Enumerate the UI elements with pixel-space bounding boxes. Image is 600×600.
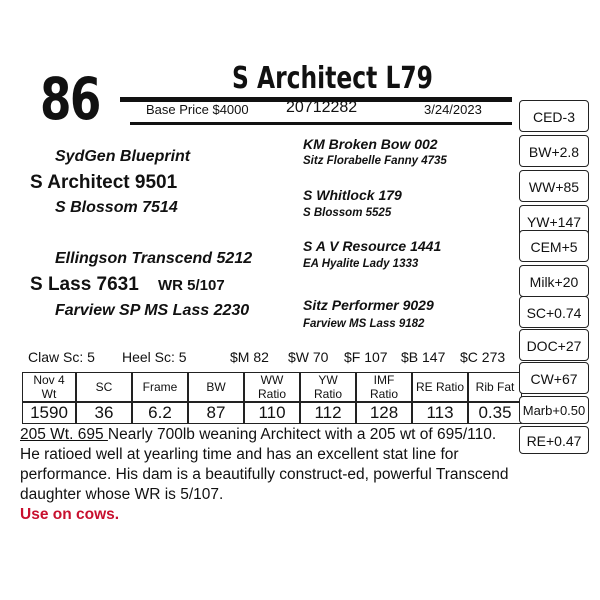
rp-sire-1: KM Broken Bow 002 — [303, 136, 438, 152]
col-header: Nov 4 Wt — [22, 372, 76, 402]
rp-sire-4: Sitz Performer 9029 — [303, 297, 434, 313]
table-cell: 113 — [412, 402, 468, 424]
comment-note: Use on cows. — [20, 506, 120, 523]
col-header: RE Ratio — [412, 372, 468, 402]
lot-number: 86 — [40, 65, 100, 133]
rp-dam-4: Farview MS Lass 9182 — [303, 318, 425, 330]
table-cell: 87 — [188, 402, 244, 424]
epd-marb: Marb+0.50 — [519, 396, 589, 424]
dam: S Lass 7631 — [30, 274, 139, 295]
rp-dam-1: Sitz Florabelle Fanny 4735 — [303, 155, 447, 167]
col-header: YW Ratio — [300, 372, 356, 402]
table-cell: 110 — [244, 402, 300, 424]
col-header: WW Ratio — [244, 372, 300, 402]
birth-date: 3/24/2023 — [424, 102, 482, 117]
bull-name: S Architect L79 — [232, 61, 433, 96]
table-cell: 6.2 — [132, 402, 188, 424]
base-price: Base Price $4000 — [146, 102, 249, 117]
rp-dam-3: EA Hyalite Lady 1333 — [303, 258, 419, 270]
table-cell: 36 — [76, 402, 132, 424]
epd-cw: CW+67 — [519, 362, 589, 394]
rp-dam-2: S Blossom 5525 — [303, 207, 392, 219]
col-header: Frame — [132, 372, 188, 402]
index-m: $M 82 — [230, 349, 269, 365]
index-c: $C 273 — [460, 349, 506, 365]
epd-doc: DOC+27 — [519, 329, 589, 361]
index-w: $W 70 — [288, 349, 329, 365]
sire-dam: S Blossom 7514 — [55, 199, 178, 216]
index-f: $F 107 — [344, 349, 388, 365]
table-header-row — [22, 372, 522, 402]
col-header: Rib Fat — [468, 372, 522, 402]
dam-dam: Farview SP MS Lass 2230 — [55, 302, 250, 319]
sire: S Architect 9501 — [30, 172, 178, 193]
epd-ced: CED-3 — [519, 100, 589, 132]
rp-sire-3: S A V Resource 1441 — [303, 238, 442, 254]
epd-cem: CEM+5 — [519, 230, 589, 262]
comment-lead: 205 Wt. 695 — [20, 426, 108, 443]
epd-yw: YW+147 — [519, 205, 589, 237]
comment-body: Nearly 700lb weaning Architect with a 205 wt of 695/110. He ratioed well at yearling time and has an excellent stat line for performance. His dam is a beautifully construct-ed, powerful Transcend daughter whose WR is 5/107. — [20, 426, 509, 503]
epd-bw: BW+2.8 — [519, 135, 589, 167]
subheader-divider — [130, 122, 512, 125]
table-row — [22, 402, 522, 424]
col-header: SC — [76, 372, 132, 402]
table-cell: 1590 — [22, 402, 76, 424]
epd-milk: Milk+20 — [519, 265, 589, 297]
epd-re: RE+0.47 — [519, 426, 589, 454]
col-header: IMF Ratio — [356, 372, 412, 402]
rp-sire-2: S Whitlock 179 — [303, 187, 402, 203]
col-header: BW — [188, 372, 244, 402]
epd-sc: SC+0.74 — [519, 296, 589, 328]
comment-block — [20, 425, 510, 525]
table-cell: 128 — [356, 402, 412, 424]
index-b: $B 147 — [401, 349, 446, 365]
dam-sire: Ellingson Transcend 5212 — [55, 250, 253, 267]
performance-table — [22, 372, 522, 424]
heel-score: Heel Sc: 5 — [122, 349, 187, 365]
epd-ww: WW+85 — [519, 170, 589, 202]
table-cell: 0.35 — [468, 402, 522, 424]
claw-score: Claw Sc: 5 — [28, 349, 95, 365]
table-cell: 112 — [300, 402, 356, 424]
sire-sire: SydGen Blueprint — [55, 148, 191, 165]
registration-number: 20712282 — [286, 99, 358, 116]
dam-wr: WR 5/107 — [158, 277, 225, 294]
